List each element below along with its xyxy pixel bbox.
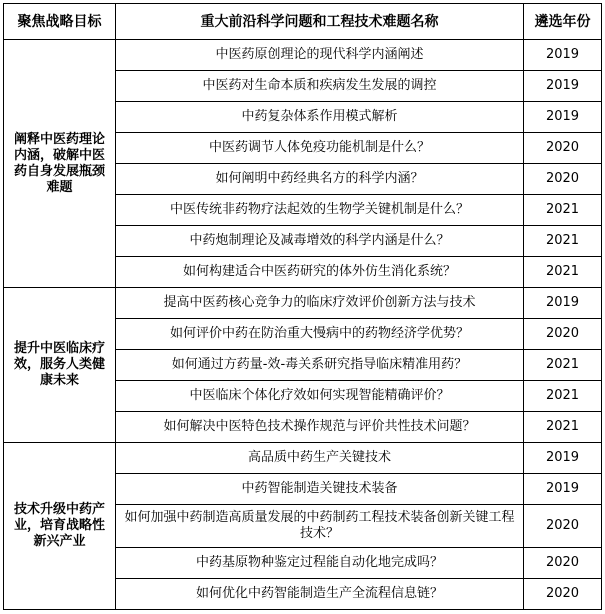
year-cell: 2020 xyxy=(524,319,602,350)
problem-title-cell: 如何加强中药制造高质量发展的中药制药工程技术装备创新关键工程技术？ xyxy=(116,505,524,548)
problem-title-cell: 中医药原创理论的现代科学内涵阐述 xyxy=(116,40,524,71)
header-problem-name: 重大前沿科学问题和工程技术难题名称 xyxy=(116,4,524,40)
year-cell: 2019 xyxy=(524,474,602,505)
year-cell: 2020 xyxy=(524,164,602,195)
table-row xyxy=(4,288,602,319)
table-row xyxy=(4,443,602,474)
problem-title-cell: 中药复杂体系作用模式解析 xyxy=(116,102,524,133)
year-cell: 2019 xyxy=(524,40,602,71)
research-topics-table xyxy=(3,3,602,610)
year-cell: 2020 xyxy=(524,579,602,610)
problem-title-cell: 如何优化中药智能制造生产全流程信息链？ xyxy=(116,579,524,610)
problem-title-cell: 中医药对生命本质和疾病发生发展的调控 xyxy=(116,71,524,102)
year-cell: 2020 xyxy=(524,505,602,548)
strategic-goal-cell: 提升中医临床疗效，服务人类健康未来 xyxy=(4,288,116,443)
problem-title-cell: 如何解决中医特色技术操作规范与评价共性技术问题？ xyxy=(116,412,524,443)
problem-title-cell: 中药基原物种鉴定过程能自动化地完成吗？ xyxy=(116,548,524,579)
problem-title-cell: 如何构建适合中医药研究的体外仿生消化系统？ xyxy=(116,257,524,288)
problem-title-cell: 如何评价中药在防治重大慢病中的药物经济学优势？ xyxy=(116,319,524,350)
year-cell: 2020 xyxy=(524,548,602,579)
problem-title-cell: 如何通过方药量-效-毒关系研究指导临床精准用药？ xyxy=(116,350,524,381)
header-selection-year: 遴选年份 xyxy=(524,4,602,40)
year-cell: 2019 xyxy=(524,443,602,474)
table-row xyxy=(4,40,602,71)
problem-title-cell: 中医临床个体化疗效如何实现智能精确评价？ xyxy=(116,381,524,412)
problem-title-cell: 中药智能制造关键技术装备 xyxy=(116,474,524,505)
problem-title-cell: 中医传统非药物疗法起效的生物学关键机制是什么？ xyxy=(116,195,524,226)
strategic-goal-cell: 技术升级中药产业，培育战略性新兴产业 xyxy=(4,443,116,610)
year-cell: 2021 xyxy=(524,226,602,257)
problem-title-cell: 中医药调节人体免疫功能机制是什么？ xyxy=(116,133,524,164)
problem-title-cell: 高品质中药生产关键技术 xyxy=(116,443,524,474)
year-cell: 2021 xyxy=(524,412,602,443)
problem-title-cell: 提高中医药核心竞争力的临床疗效评价创新方法与技术 xyxy=(116,288,524,319)
year-cell: 2021 xyxy=(524,350,602,381)
year-cell: 2020 xyxy=(524,133,602,164)
header-row xyxy=(4,4,602,40)
problem-title-cell: 中药炮制理论及减毒增效的科学内涵是什么？ xyxy=(116,226,524,257)
year-cell: 2019 xyxy=(524,71,602,102)
year-cell: 2019 xyxy=(524,102,602,133)
strategic-goal-cell: 阐释中医药理论内涵，破解中医药自身发展瓶颈难题 xyxy=(4,40,116,288)
year-cell: 2019 xyxy=(524,288,602,319)
problem-title-cell: 如何阐明中药经典名方的科学内涵？ xyxy=(116,164,524,195)
year-cell: 2021 xyxy=(524,195,602,226)
year-cell: 2021 xyxy=(524,257,602,288)
year-cell: 2021 xyxy=(524,381,602,412)
header-strategic-goal: 聚焦战略目标 xyxy=(4,4,116,40)
